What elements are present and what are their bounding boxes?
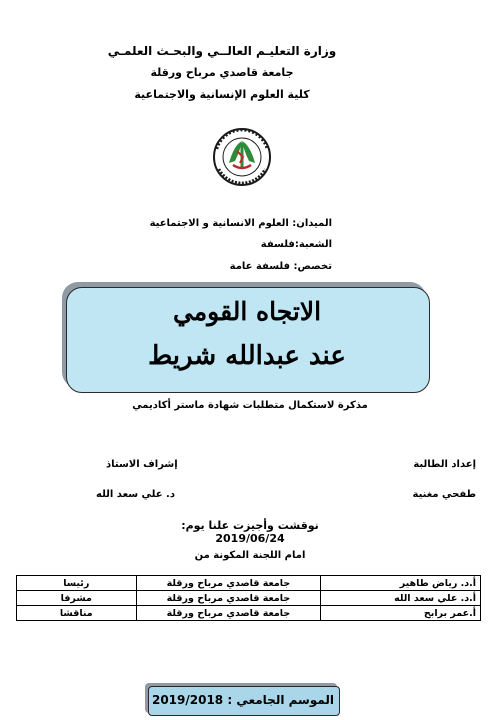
member-university: جامعة قاصدي مرباح ورقلة <box>136 606 321 621</box>
thesis-title-line1: الاتجاه القومي <box>172 297 322 326</box>
defense-label: نوقشت وأجيزت علنا يوم: <box>181 519 319 532</box>
table-row <box>17 591 481 606</box>
university-heading: جامعة قاصدي مرباح ورقلة <box>150 66 294 79</box>
supervisor-name: د. علي سعد الله <box>96 489 175 500</box>
thesis-title-line2: عند عبدالله شريط <box>148 341 346 371</box>
member-university: جامعة قاصدي مرباح ورقلة <box>136 591 321 606</box>
student-name: طفحي مغنية <box>412 489 476 500</box>
faculty-heading: كلية العلوم الإنسانية والاجتماعية <box>134 88 310 101</box>
specialty-field: تخصص: فلسفة عامة <box>229 261 332 272</box>
table-row <box>17 576 481 591</box>
ministry-heading: وزارة التعليـم العالــي والبحـث العلمـي <box>107 44 337 58</box>
committee-table <box>16 575 481 621</box>
defense-date: 2019/06/24 <box>215 532 285 545</box>
defense-line <box>150 519 350 545</box>
member-name: أ.د. علي سعد الله <box>321 591 481 606</box>
member-role: مناقشا <box>17 606 137 621</box>
student-label: إعداد الطالبة <box>413 459 476 470</box>
member-role: رئيسا <box>17 576 137 591</box>
thesis-subtitle: مذكرة لاستكمال متطلبات شهادة ماستر أكاديمي <box>132 400 368 411</box>
university-emblem-icon <box>207 127 277 187</box>
member-university: جامعة قاصدي مرباح ورقلة <box>136 576 321 591</box>
member-name: أ.عمر برابح <box>321 606 481 621</box>
supervisor-label: إشراف الاستاذ <box>106 459 178 470</box>
branch-field: الشعبة:فلسفة <box>260 239 332 250</box>
academic-year-label: الموسم الجامعي : <box>227 693 335 707</box>
committee-heading: امام اللجنة المكونة من <box>194 550 306 561</box>
member-name: أ.د. رياض طاهير <box>321 576 481 591</box>
table-row <box>17 606 481 621</box>
domain-field: الميدان: العلوم الانسانية و الاجتماعية <box>149 218 332 229</box>
academic-year-value: 2019/2018 <box>151 693 224 707</box>
academic-year <box>148 693 338 707</box>
member-role: مشرفا <box>17 591 137 606</box>
